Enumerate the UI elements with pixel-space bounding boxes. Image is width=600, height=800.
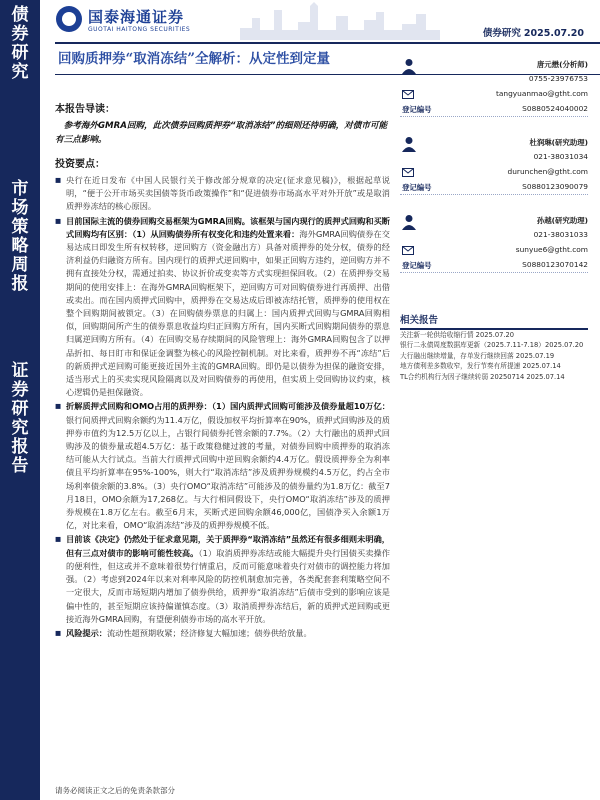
related-reports-heading: 相关报告 [400, 312, 588, 330]
divider [400, 272, 588, 273]
sidebar-label-weekly [0, 180, 40, 294]
related-report-link[interactable]: 地方债利差多数收窄，发行节奏有所提速 2025.07.14 [400, 362, 561, 371]
report-date: 2025.07.20 [523, 28, 584, 39]
sidebar-char: 研 [11, 43, 29, 63]
sidebar-char: 略 [11, 236, 29, 256]
sidebar-char: 告 [11, 456, 29, 476]
sidebar-char: 研 [11, 399, 29, 419]
list-item [55, 627, 390, 640]
analyst-panel [400, 50, 588, 284]
logo-cn: 国泰海通证券 [88, 8, 185, 26]
sidebar-char: 证 [11, 361, 29, 381]
analyst-phone: 021-38031033 [533, 230, 588, 239]
list-item [55, 174, 390, 214]
sidebar-char: 究 [11, 418, 29, 438]
analyst-card [400, 128, 588, 206]
analyst-email[interactable]: sunyue6@gtht.com [515, 245, 588, 254]
sidebar-char: 究 [11, 62, 29, 82]
person-icon [402, 214, 416, 230]
key-points-list [55, 174, 390, 640]
sidebar-char: 券 [11, 380, 29, 400]
reg-label: 登记编号 [402, 183, 432, 192]
person-icon [402, 58, 416, 74]
skyline-watermark-icon [240, 0, 440, 40]
list-item [55, 533, 390, 625]
analyst-phone: 0755-23976753 [528, 74, 588, 83]
bullet-lead: 目前国际主流的债券回购交易框架为GMRA回购。该框架与国内现行的质押式回购和买断式回购均有区别：（1）从回购债券所有权变化和违约处置来看： [66, 215, 390, 239]
analyst-reg-number: S0880123070142 [522, 260, 588, 269]
mail-icon [402, 168, 414, 177]
analyst-phone: 021-38031034 [533, 152, 588, 161]
analyst-name: 孙越(研究助理) [536, 216, 588, 225]
related-report-link[interactable]: 银行二永债周度数据库更新（2025.7.11-7.18）2025.07.20 [400, 341, 584, 350]
sidebar-label-report [0, 362, 40, 476]
report-title: 回购质押券“取消冻结”全解析：从定性到定量 [58, 51, 331, 67]
related-report-link[interactable]: TL合约机构行为因子继续转弱 20250714 2025.07.14 [400, 372, 565, 381]
bullet-lead: 风险提示： [66, 627, 107, 638]
analyst-name: 唐元懋(分析师) [536, 60, 588, 69]
analyst-card [400, 206, 588, 284]
divider [400, 116, 588, 117]
reg-label: 登记编号 [402, 105, 432, 114]
intro-heading: 本报告导读： [55, 104, 115, 115]
sidebar-char: 场 [11, 198, 29, 218]
main-content [55, 100, 390, 641]
analyst-reg-number: S0880524040002 [522, 104, 588, 113]
divider [400, 194, 588, 195]
sidebar-char: 债 [11, 5, 29, 25]
intro-text: 参考海外GMRA回购，此次债券回购质押券“取消冻结”的细则还待明确，对债市可能有三点影响。 [55, 121, 388, 145]
sidebar-char: 周 [11, 255, 29, 275]
related-report-link[interactable]: 大行融出继续增量，存单发行继续回落 2025.07.19 [400, 351, 555, 360]
bullet-text: 海外GMRA回购债券在交易达成日即发生所有权转移，逆回购方（资金融出方）具备对质押券的处分权，债券的经济利益仍归融资方所有。国内现行的质押式逆回购中，如果正回购方违约，逆回购方并不拥有直接处分权，需通过拍卖、协议折价或变卖等方式实现担保回收。（2）在质押券交易期间的使用安排上：在海外GMRA回购框架下，逆回购方可对回购债券进行再质押、出借或卖出。而在国内质押式回购中，质押券在交易达成后即被冻结托管，质押券的使用权在整个回购期间被锁定。（3）在回购债券票息的归属上：国内质押式回购与GMRA回购相似，回购期间所产生的债券票息收益均归正回购方所有，国内买断式回购期间债券的票息归属逆回购方所有。（4）在回购交易存续期间的风险管理上：海外GMRA回购包含了以押品折扣、每日盯市和保证金调整为核心的风险控制机制。对比来看，质押券不再“冻结”后的新质押式逆回购可能更接近国外主流的GMRA回购。即仍是以债券为担保的融资安排，适当形式上的买卖实现风险隔离以及对回购债券的再使用，但实质上受回购协议约束，核心逻辑仍是担保融资。 [66, 228, 390, 398]
sidebar-char: 市 [11, 179, 29, 199]
analyst-email[interactable]: durunchen@gtht.com [507, 167, 588, 176]
key-points-heading: 投资要点： [55, 159, 105, 170]
bullet-lead: 折解质押式回购和OMO占用的质押券：（1）国内质押式回购可能涉及债券量超10万亿： [66, 401, 390, 412]
mail-icon [402, 90, 414, 99]
bullet-text: 流动性超预期收紧；经济修复大幅加速；债券供给放量。 [106, 627, 312, 638]
company-logo-icon [56, 6, 82, 32]
sidebar-char: 策 [11, 217, 29, 237]
list-item [55, 215, 390, 400]
person-icon [402, 136, 416, 152]
bullet-lead: 目前该《决定》仍然处于征求意见期，关于质押券“取消冻结”虽然还有很多细则未明确，但有三点对债市的影响可能性较高。 [66, 534, 390, 558]
related-reports-list [400, 330, 588, 382]
related-report-link[interactable]: 关注新一轮供给收缩行情 2025.07.20 [400, 331, 514, 339]
sidebar-char: 报 [11, 437, 29, 457]
header-meta [483, 25, 584, 39]
analyst-card [400, 50, 588, 128]
logo-en: GUOTAI HAITONG SECURITIES [88, 26, 191, 33]
page-header [40, 0, 600, 44]
sidebar-char: 报 [11, 274, 29, 294]
analyst-name: 杜润琳(研究助理) [529, 138, 588, 147]
analyst-email[interactable]: tangyuanmao@gtht.com [495, 89, 588, 98]
reg-label: 登记编号 [402, 261, 432, 270]
left-sidebar [0, 0, 40, 800]
sidebar-char: 券 [11, 24, 29, 44]
bullet-text: （1）取消质押券冻结或能大幅提升央行国债买卖操作的便利性，但这或并不意味着很势行情重启，反而可能意味着央行对债市的调控能力将加强。（2）考虑到2024年以来对利率风险的防控机制愈加完善，各类配套套利策略空间不一定很大，反而市场短期内增加了债券供给，质押券“取消冻结”后债市受到的影响应该是偏中性的，甚至短期应该持偏谨慎态度。（3）取消质押券冻结后，新的质押式逆回购或更接近海外GMRA回购，有望便利债券市场的高水平开放。 [66, 547, 390, 624]
mail-icon [402, 246, 414, 255]
sidebar-label-bond-research [0, 6, 40, 82]
bullet-text: 银行间质押式回购余额约为11.4万亿，假设加权平均折算率在90%，质押式回购涉及的质押券市值约为12.5万亿以上，占银行间债券托管余额的7.7%。（2）大行融出的质押式回购涉及的债券量或超4.5万亿：基于政策稳健过渡的考量，对债券回购中质押券的取消冻结可能从大行试点。当前大行质押式回购中逆回购余额约4.4万亿。假设质押券全为利率债且平均折算率在95%-100%，则大行“取消冻结”涉及质押券规模约4.5万亿，约占全市场利率债余额的3.8%。（3）央行OMO“取消冻结”可能涉及的债券量约为1.8万亿：截至7月18日，OMO余额为17,268亿。与大行相同假设下，央行OMO“取消冻结”涉及的质押券规模在1.8万亿左右。截至6月末，买断式逆回购余额46,000亿，国债净买入余额1万亿，对比来看，OMO“取消冻结”涉及的质押券规模不低。 [66, 414, 390, 531]
list-item [55, 400, 390, 532]
bullet-text: 央行在近日发布《中国人民银行关于修改部分规章的决定(征求意见稿)》，根据起草说明，“便于公开市场买卖国债等货币政策操作”和“促进债券市场高水平对外开放”或是取消质押券冻结的核心原因。 [66, 175, 390, 212]
disclaimer-footer: 请务必阅读正文之后的免责条款部分 [55, 786, 175, 795]
report-category: 债券研究 [482, 28, 521, 39]
analyst-reg-number: S0880123090079 [522, 182, 588, 191]
